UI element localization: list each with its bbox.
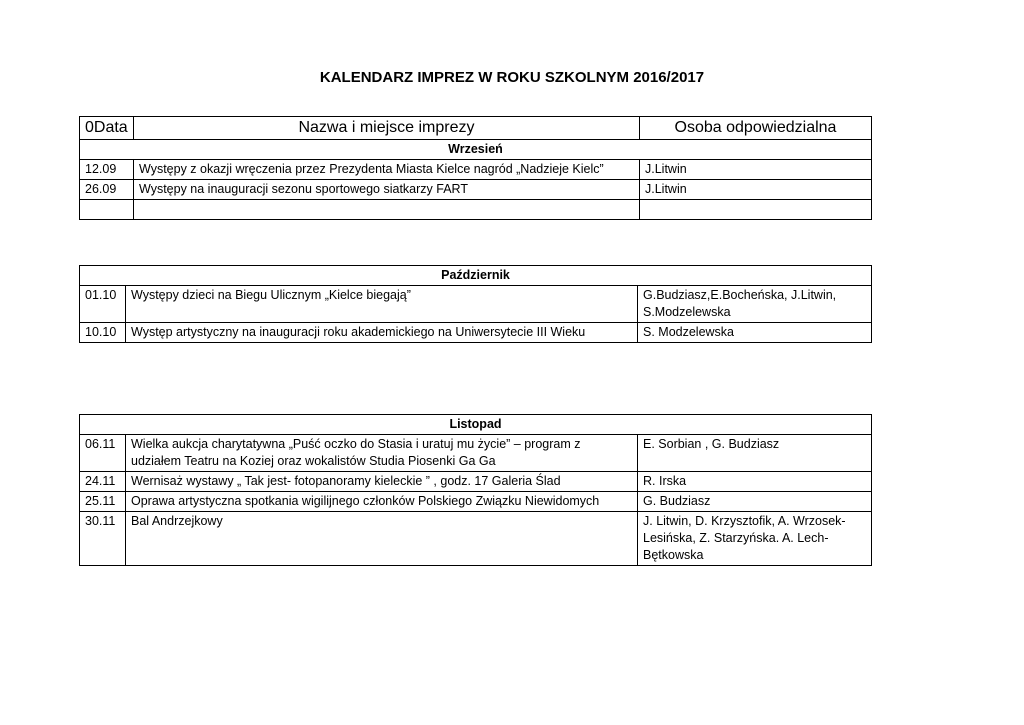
- event-name: Wielka aukcja charytatywna „Puść oczko do Stasia i uratuj mu życie” – program z udziałem Teatru na Koziej oraz wokalistów Studia Piosenki Ga Ga: [126, 435, 638, 472]
- month-row: [80, 140, 872, 160]
- table-row: [80, 323, 872, 343]
- empty-cell: [640, 200, 872, 220]
- event-date: 24.11: [80, 472, 126, 492]
- event-date: 10.10: [80, 323, 126, 343]
- calendar-table-october: [79, 265, 872, 343]
- event-name: Występy na inauguracji sezonu sportowego siatkarzy FART: [134, 180, 640, 200]
- event-name: Wernisaż wystawy „ Tak jest- fotopanoramy kieleckie ” , godz. 17 Galeria Ślad: [126, 472, 638, 492]
- table-row: [80, 435, 872, 472]
- empty-row: [80, 200, 872, 220]
- event-person: G. Budziasz: [638, 492, 872, 512]
- event-name: Występ artystyczny na inauguracji roku akademickiego na Uniwersytecie III Wieku: [126, 323, 638, 343]
- table-row: [80, 512, 872, 566]
- table-row: [80, 286, 872, 323]
- header-date: 0Data: [80, 117, 134, 140]
- event-person: S. Modzelewska: [638, 323, 872, 343]
- calendar-table-september: [79, 116, 872, 220]
- event-person: G.Budziasz,E.Bocheńska, J.Litwin, S.Modzelewska: [638, 286, 872, 323]
- event-name: Występy dzieci na Biegu Ulicznym „Kielce biegają”: [126, 286, 638, 323]
- event-date: 26.09: [80, 180, 134, 200]
- event-person: J.Litwin: [640, 160, 872, 180]
- empty-cell: [134, 200, 640, 220]
- table-row: [80, 160, 872, 180]
- event-date: 30.11: [80, 512, 126, 566]
- header-event-name: Nazwa i miejsce imprezy: [134, 117, 640, 140]
- event-name: Występy z okazji wręczenia przez Prezydenta Miasta Kielce nagród „Nadzieje Kielc”: [134, 160, 640, 180]
- table-header-row: [80, 117, 872, 140]
- table-row: [80, 492, 872, 512]
- empty-cell: [80, 200, 134, 220]
- event-person: J.Litwin: [640, 180, 872, 200]
- page-title: KALENDARZ IMPREZ W ROKU SZKOLNYM 2016/2017: [319, 69, 705, 86]
- event-person: J. Litwin, D. Krzysztofik, A. Wrzosek-Lesińska, Z. Starzyńska. A. Lech-Bętkowska: [638, 512, 872, 566]
- month-row: [80, 266, 872, 286]
- month-label: Wrzesień: [80, 140, 872, 160]
- month-label: Październik: [80, 266, 872, 286]
- event-date: 06.11: [80, 435, 126, 472]
- event-date: 25.11: [80, 492, 126, 512]
- event-date: 12.09: [80, 160, 134, 180]
- event-person: R. Irska: [638, 472, 872, 492]
- month-row: [80, 415, 872, 435]
- event-name: Bal Andrzejkowy: [126, 512, 638, 566]
- month-label: Listopad: [80, 415, 872, 435]
- event-person: E. Sorbian , G. Budziasz: [638, 435, 872, 472]
- event-date: 01.10: [80, 286, 126, 323]
- table-row: [80, 180, 872, 200]
- table-row: [80, 472, 872, 492]
- header-responsible-person: Osoba odpowiedzialna: [640, 117, 872, 140]
- event-name: Oprawa artystyczna spotkania wigilijnego członków Polskiego Związku Niewidomych: [126, 492, 638, 512]
- calendar-table-november: [79, 414, 872, 566]
